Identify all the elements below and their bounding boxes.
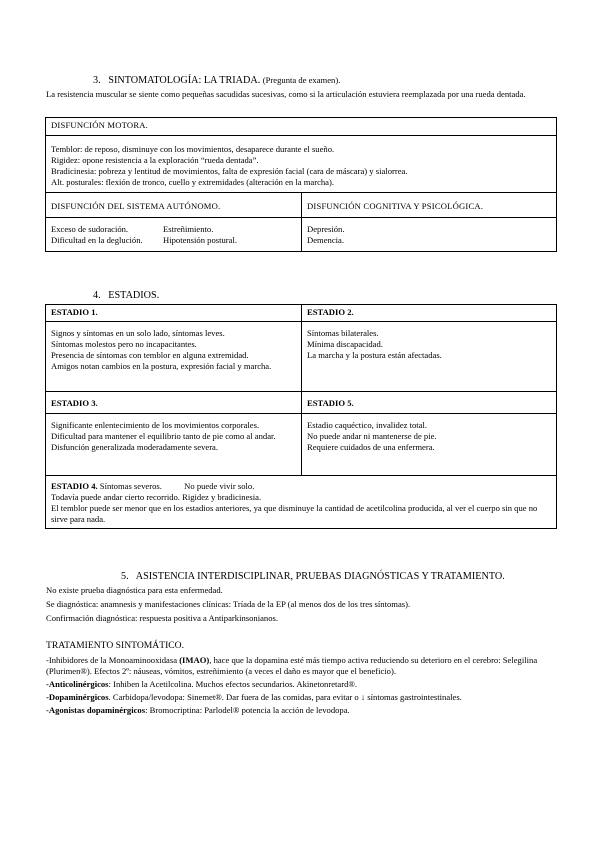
- imao-text: -Inhibidores de la Monoaminooxidasa: [46, 655, 180, 666]
- section-title: ASISTENCIA INTERDISCIPLINAR, PRUEBAS DIAGNÓSTICAS Y TRATAMIENTO.: [135, 571, 505, 582]
- anticolinergicos-line: [46, 679, 556, 690]
- section-title: SINTOMATOLOGÍA: LA TRIADA.: [108, 75, 261, 86]
- autonomo-col-1: [51, 224, 163, 246]
- motora-line: Temblor: de reposo, disminuye con los movimientos, desaparece durante el sueño.: [51, 144, 335, 154]
- autonomo-item: Dificultad en la deglución.: [51, 235, 143, 245]
- estadio-1-line: Amigos notan cambios en la postura, expresión facial y marcha.: [51, 361, 272, 371]
- imao-text: , hace que la dopamina esté más tiempo activa reduciendo su deterioro en el cerebro: Selegilina (Plurimen®). Efectos 2º: náuseas, vómitos, estreñimiento (a veces el daño es mayor que el beneficio).: [46, 655, 538, 677]
- estadio-3-body: [46, 414, 302, 476]
- autonomo-body: [46, 218, 302, 252]
- estadio-4-body: [46, 476, 557, 529]
- motora-header: DISFUNCIÓN MOTORA.: [46, 118, 557, 136]
- autonomo-col-2: [163, 224, 237, 246]
- estadio-5-line: Estadio caquéctico, invalidez total.: [307, 420, 428, 430]
- estadio-1-line: Signos y síntomas en un solo lado, síntomas leves.: [51, 328, 225, 338]
- estadio-2-header: ESTADIO 2.: [302, 305, 557, 322]
- estadio-3-header: ESTADIO 3.: [46, 392, 302, 414]
- estadio-5-line: Requiere cuidados de una enfermera.: [307, 442, 435, 452]
- tratamiento-section: [46, 640, 556, 716]
- autonomo-header: DISFUNCIÓN DEL SISTEMA AUTÓNOMO.: [46, 193, 302, 218]
- section-3-heading: [93, 74, 340, 87]
- estadio-1-header: ESTADIO 1.: [46, 305, 302, 322]
- cognitiva-body: [302, 218, 557, 252]
- estadio-5-header: ESTADIO 5.: [302, 392, 557, 414]
- estadio-2-line: Síntomas bilaterales.: [307, 328, 379, 338]
- estadio-3-line: Dificultad para mantener el equilibrio tanto de pie como al andar.: [51, 431, 276, 441]
- autonomo-item: Exceso de sudoración.: [51, 224, 129, 234]
- agonistas-text: : Bromocriptina: Parlodel® potencia la acción de levodopa.: [145, 705, 350, 716]
- estadio-1-body: [46, 322, 302, 392]
- section-5-heading: [121, 570, 505, 583]
- motora-line: Alt. posturales: flexión de tronco, cuello y extremidades (alteración en la marcha).: [51, 177, 335, 187]
- cognitiva-header: DISFUNCIÓN COGNITIVA Y PSICOLÓGICA.: [302, 193, 557, 218]
- section-number: 4.: [93, 290, 101, 301]
- diagnosis-line: Confirmación diagnóstica: respuesta positiva a Antiparkinsonianos.: [46, 613, 278, 623]
- agonistas-line: [46, 705, 556, 716]
- estadio-4-label: ESTADIO 4.: [51, 481, 98, 491]
- imao-paragraph: [46, 655, 556, 677]
- estadio-4-text: No puede vivir solo.: [184, 481, 255, 491]
- section-4-heading: [93, 289, 159, 302]
- estadio-4-line: El temblor puede ser menor que en los estadios anteriores, ya que disminuye la cantidad de acetilcolina producida, al ver el cuerpo sin que no sirve para nada.: [51, 503, 538, 524]
- anticolinergicos-text: : Inhiben la Acetilcolina. Muchos efectos secundarios. Akinetonretard®.: [108, 679, 358, 690]
- motora-line: Rigidez: opone resistencia a la exploración “rueda dentada”.: [51, 155, 259, 165]
- cognitiva-item: Depresión.: [307, 224, 345, 234]
- estadio-2-line: Mínima discapacidad.: [307, 339, 383, 349]
- estadio-4-line: [51, 481, 551, 492]
- triada-table: [45, 117, 557, 252]
- diagnosis-line: No existe prueba diagnóstica para esta enfermedad.: [46, 585, 223, 595]
- tratamiento-title: TRATAMIENTO SINTOMÁTICO.: [46, 640, 184, 651]
- autonomo-item: Estreñimiento.: [163, 224, 214, 234]
- section-title: ESTADIOS.: [108, 290, 160, 301]
- estadio-4-text: Síntomas severos.: [99, 481, 162, 491]
- dopaminergicos-line: [46, 692, 556, 703]
- diagnosis-line: Se diagnóstica: anamnesis y manifestaciones clínicas: Tríada de la EP (al menos dos de los tres síntomas).: [46, 599, 411, 609]
- autonomo-item: Hipotensión postural.: [163, 235, 237, 245]
- dopaminergicos-text: . Carbidopa/levodopa: Sinemet®. Dar fuera de las comidas, para evitar o ↓ síntomas gastrointestinales.: [108, 692, 462, 703]
- section-5-body: [46, 585, 556, 624]
- section-number: 3.: [93, 75, 101, 86]
- estadio-2-body: [302, 322, 557, 392]
- estadio-1-line: Presencia de síntomas con temblor en alguna extremidad.: [51, 350, 249, 360]
- estadio-1-line: Síntomas molestos pero no incapacitantes.: [51, 339, 197, 349]
- estadio-3-line: Disfunción generalizada moderadamente severa.: [51, 442, 219, 452]
- motora-line: Bradicinesia: pobreza y lentitud de movimientos, falta de expresión facial (cara de máscara) y sialorrea.: [51, 166, 408, 176]
- section-number: 5.: [121, 571, 129, 582]
- section-3-intro: [46, 89, 556, 100]
- estadio-5-body: [302, 414, 557, 476]
- agonistas-label: -Agonistas dopaminérgicos: [46, 705, 146, 716]
- dopaminergicos-label: -Dopaminérgicos: [46, 692, 109, 703]
- intro-text: La resistencia muscular se siente como pequeñas sacudidas sucesivas, como si la articulación estuviera reemplazada por una rueda dentada.: [46, 89, 526, 99]
- estadio-3-line: Significante enlentecimiento de los movimientos corporales.: [51, 420, 260, 430]
- cognitiva-item: Demencia.: [307, 235, 344, 245]
- section-note: (Pregunta de examen).: [262, 75, 341, 85]
- anticolinergicos-label: -Anticolinérgicos: [46, 679, 109, 690]
- estadio-4-line: Todavía puede andar cierto recorrido. Rigidez y bradicinesia.: [51, 492, 262, 502]
- estadios-table: [45, 304, 557, 529]
- imao-bold: (IMAO): [179, 655, 210, 666]
- motora-body: [46, 136, 557, 193]
- estadio-2-line: La marcha y la postura están afectadas.: [307, 350, 442, 360]
- estadio-5-line: No puede andar ni mantenerse de pie.: [307, 431, 437, 441]
